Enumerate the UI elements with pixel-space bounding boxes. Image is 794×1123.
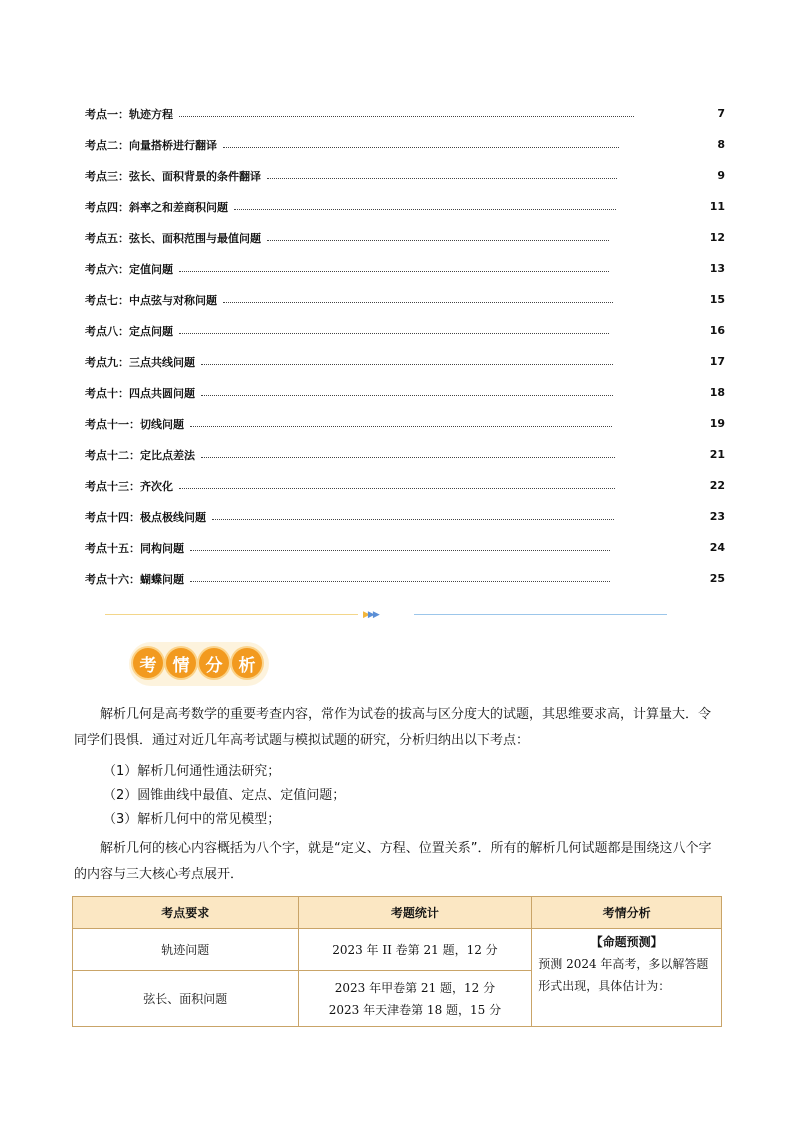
toc-entry[interactable] [85,253,725,284]
analysis-text: 预测 2024 年高考，多以解答题形式出现，具体估计为： [538,957,709,993]
toc-entry-page: 9 [717,169,725,182]
toc-leader-dots [190,581,610,582]
toc-leader-dots [190,550,610,551]
toc-entry-label: 考点十四：极点极线问题 [85,510,206,524]
toc-leader-dots [201,457,615,458]
analysis-tag: 【命题预测】 [590,935,663,949]
toc-entry[interactable] [85,160,725,191]
badge-char: 情 [166,648,196,678]
badge-char: 析 [232,648,262,678]
toc-entry[interactable] [85,377,725,408]
toc-entry-page: 12 [709,231,725,244]
toc-entry[interactable] [85,191,725,222]
toc-leader-dots [267,178,617,179]
toc-leader-dots [267,240,609,241]
badge-char: 分 [199,648,229,678]
table-cell-analysis [532,929,722,1027]
toc-leader-dots [234,209,616,210]
divider-line-left [105,614,358,615]
toc-entry-page: 24 [709,541,725,554]
exam-analysis-table [72,896,722,1027]
toc-leader-dots [179,116,634,117]
toc-leader-dots [212,519,614,520]
stats-line: 2023 年甲卷第 21 题，12 分 [334,980,496,995]
toc-entry-page: 7 [717,107,725,120]
toc-entry-label: 考点一：轨迹方程 [85,107,173,121]
toc-entry-page: 21 [709,448,725,461]
toc-entry[interactable] [85,98,725,129]
toc-entry-page: 22 [709,479,725,492]
toc-entry[interactable] [85,501,725,532]
badge-char: 考 [133,648,163,678]
table-cell-stats: 2023 年 II 卷第 21 题，12 分 [298,929,532,971]
toc-entry-label: 考点七：中点弦与对称问题 [85,293,217,307]
toc-entry-page: 8 [717,138,725,151]
toc-entry-label: 考点十五：同构问题 [85,541,184,555]
toc-entry[interactable] [85,563,725,594]
toc-entry-label: 考点十六：蝴蝶问题 [85,572,184,586]
table-cell-requirement: 轨迹问题 [73,929,299,971]
toc-leader-dots [223,147,619,148]
toc-entry-label: 考点十三：齐次化 [85,479,173,493]
toc-entry-label: 考点四：斜率之和差商积问题 [85,200,228,214]
stats-line: 2023 年天津卷第 18 题，15 分 [328,1002,502,1017]
toc-leader-dots [223,302,613,303]
table-cell-stats [298,971,532,1027]
toc-entry[interactable] [85,439,725,470]
toc-entry-page: 15 [709,293,725,306]
toc-leader-dots [179,488,615,489]
toc-entry-label: 考点八：定点问题 [85,324,173,338]
summary-paragraph: 解析几何的核心内容概括为八个字，就是“定义、方程、位置关系”．所有的解析几何试题都是围绕这八个字的内容与三大核心考点展开． [74,841,712,882]
toc-entry-label: 考点二：向量搭桥进行翻译 [85,138,217,152]
toc-entry[interactable] [85,222,725,253]
toc-entry-page: 16 [709,324,725,337]
list-item: （2）圆锥曲线中最值、定点、定值问题； [103,788,346,803]
toc-leader-dots [179,333,609,334]
toc-entry-page: 11 [709,200,725,213]
toc-entry[interactable] [85,129,725,160]
column-header: 考点要求 [73,897,299,929]
toc-entry-label: 考点十二：定比点差法 [85,448,195,462]
toc-entry[interactable] [85,408,725,439]
toc-leader-dots [201,395,613,396]
toc-entry-label: 考点六：定值问题 [85,262,173,276]
toc-entry-page: 18 [709,386,725,399]
toc-entry[interactable] [85,284,725,315]
toc-leader-dots [190,426,612,427]
list-item: （3）解析几何中的常见模型； [103,812,281,827]
divider-line-right [414,614,667,615]
list-item: （1）解析几何通性通法研究； [103,764,281,779]
section-title-badge [133,648,265,678]
toc-entry-label: 考点三：弦长、面积背景的条件翻译 [85,169,261,183]
toc-entry-label: 考点十：四点共圆问题 [85,386,195,400]
section-divider [105,609,667,621]
toc-entry[interactable] [85,532,725,563]
table-of-contents [85,98,725,594]
toc-entry[interactable] [85,470,725,501]
toc-entry[interactable] [85,315,725,346]
toc-entry[interactable] [85,346,725,377]
toc-leader-dots [201,364,613,365]
toc-entry-page: 13 [709,262,725,275]
toc-entry-label: 考点九：三点共线问题 [85,355,195,369]
column-header: 考题统计 [298,897,532,929]
toc-entry-label: 考点五：弦长、面积范围与最值问题 [85,231,261,245]
table-header-row [73,897,722,929]
table-cell-requirement: 弦长、面积问题 [73,971,299,1027]
intro-paragraph: 解析几何是高考数学的重要考查内容，常作为试卷的拔高与区分度大的试题，其思维要求高，计算量大．令同学们畏惧．通过对近几年高考试题与模拟试题的研究，分析归纳出以下考点： [74,707,712,748]
toc-entry-label: 考点十一：切线问题 [85,417,184,431]
toc-leader-dots [179,271,609,272]
toc-entry-page: 17 [709,355,725,368]
toc-entry-page: 23 [709,510,725,523]
toc-entry-page: 19 [709,417,725,430]
toc-entry-page: 25 [709,572,725,585]
divider-arrows-icon: ▶▶▶ [363,610,378,620]
column-header: 考情分析 [532,897,722,929]
table-row [73,929,722,971]
